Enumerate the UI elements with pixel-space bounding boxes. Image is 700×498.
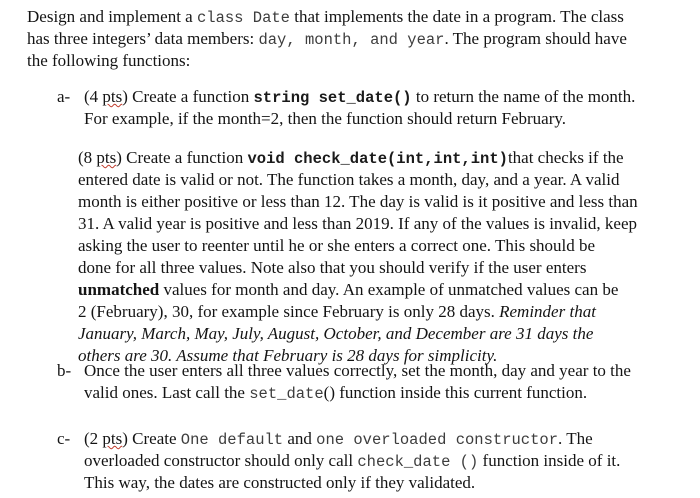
- intro-line-2: [27, 28, 627, 50]
- text: values for month and day. An example of unmatched values can be: [159, 280, 619, 299]
- item-c-line-3: This way, the dates are constructed only if they validated.: [84, 473, 476, 492]
- code-set-date: string set_date(): [253, 89, 412, 107]
- text: that implements the date in a program. The class: [289, 7, 624, 26]
- item-b-label: b-: [57, 361, 72, 380]
- intro-line-3: the following functions:: [27, 51, 191, 70]
- text: has three integers’ data members:: [27, 29, 259, 48]
- check-date-paragraph: [78, 147, 638, 367]
- p8-line-4: 31. A valid year is positive and less than 2019. If any of the values is invalid, keep: [78, 214, 637, 233]
- text: () function inside this current function.: [323, 383, 588, 402]
- code-class-date: class Date: [196, 9, 290, 27]
- text: valid ones. Last call the: [84, 383, 250, 402]
- pts-text: pts: [96, 148, 117, 167]
- pts-text: pts: [102, 87, 123, 106]
- p8-line-2: entered date is valid or not. The function takes a month, day, and a year. A valid: [78, 170, 620, 189]
- p8-line-3: month is either positive or less than 12. The day is valid is it positive and less than: [78, 192, 638, 211]
- code-set-date-call: set_date: [249, 385, 324, 403]
- p8-line-10: others are 30. Assume that February is 28 days for simplicity.: [78, 346, 498, 365]
- item-c-label: c-: [57, 429, 71, 448]
- text: function inside of it.: [478, 451, 621, 470]
- pts-text: pts: [102, 429, 123, 448]
- code-check-date: void check_date(int,int,int): [247, 150, 508, 168]
- item-c-text: [84, 428, 620, 494]
- p8-line-7: [78, 279, 638, 301]
- item-b-text: [84, 360, 631, 404]
- code-members: day, month, and year: [258, 31, 445, 49]
- text: to return the name of the month.: [411, 87, 636, 106]
- text: (2: [84, 429, 103, 448]
- item-c-line-1: [84, 428, 620, 450]
- item-b-line-2: [84, 382, 631, 404]
- p8-line-5: asking the user to reenter until he or she enters a correct one. This should be: [78, 236, 596, 255]
- text: overloaded constructor should only call: [84, 451, 358, 470]
- item-b-line-1: Once the user enters all three values correctly, set the month, day and year to the: [84, 361, 631, 380]
- intro-paragraph: [27, 6, 627, 72]
- item-a-line-2: For example, if the month=2, then the function should return February.: [84, 109, 567, 128]
- text: ) Create: [122, 429, 181, 448]
- text: ) Create a function: [122, 87, 254, 106]
- p8-line-6: done for all three values. Note also that you should verify if the user enters: [78, 258, 587, 277]
- code-one-default: One default: [180, 431, 284, 449]
- p8-line-1: [78, 147, 638, 169]
- code-check-date-call: check_date (): [357, 453, 479, 471]
- p8-line-9: January, March, May, July, August, October, and December are 31 days the: [78, 324, 594, 343]
- code-overloaded-constructor: one overloaded constructor: [316, 431, 559, 449]
- italic-text: Reminder that: [499, 302, 596, 321]
- text: . The: [558, 429, 593, 448]
- item-c-line-2: [84, 450, 620, 472]
- text: . The program should have: [444, 29, 627, 48]
- text: 2 (February), 30, for example since February is only 28 days.: [78, 302, 500, 321]
- text: (8: [78, 148, 97, 167]
- item-a-line-1: [84, 86, 635, 108]
- p8-line-8: [78, 301, 638, 323]
- item-a-text: [84, 86, 635, 130]
- text: ) Create a function: [116, 148, 248, 167]
- text: (4: [84, 87, 103, 106]
- item-a-label: a-: [57, 87, 71, 106]
- text: Design and implement a: [27, 7, 197, 26]
- bold-text: unmatched: [78, 280, 160, 299]
- text: that checks if the: [507, 148, 624, 167]
- text: and: [283, 429, 317, 448]
- intro-line-1: [27, 6, 627, 28]
